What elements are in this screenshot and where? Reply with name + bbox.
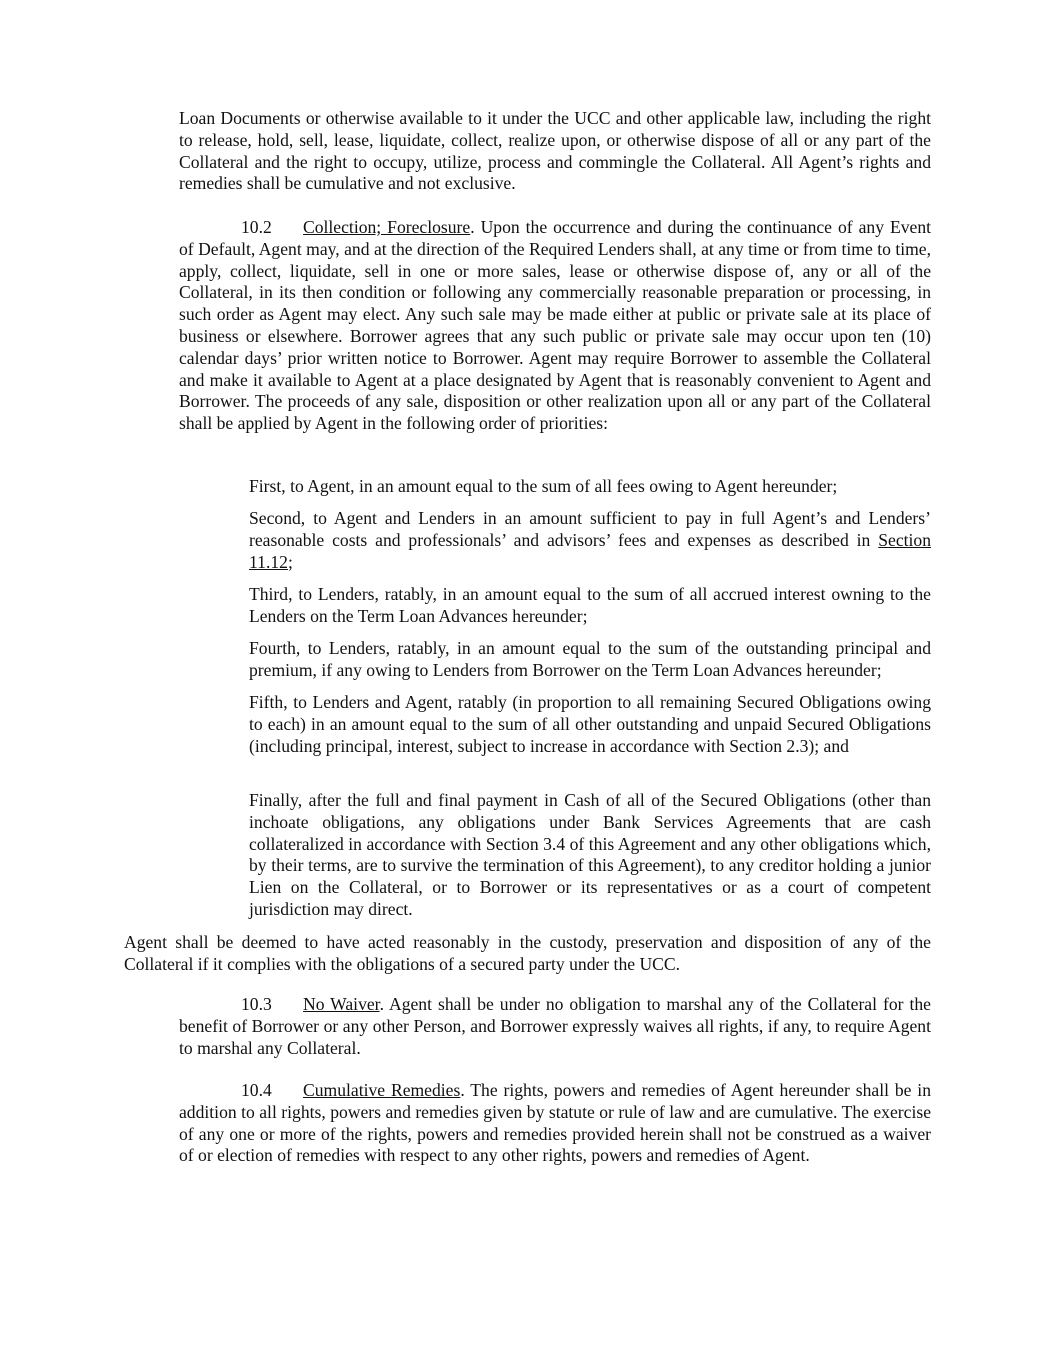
section-heading: Cumulative Remedies <box>303 1080 461 1100</box>
section-10-2 <box>179 217 931 435</box>
continuation-text: Loan Documents or otherwise available to it under the UCC and other applicable law, including the right to release, hold, sell, lease, liquidate, collect, realize upon, or otherwise dispose of all or any part of the Collateral and the right to occupy, utilize, process and commingle the Collateral. All Agent’s rights and remedies shall be cumulative and not exclusive. <box>179 108 931 194</box>
priority-second <box>249 508 931 573</box>
priority-text: Second, to Agent and Lenders in an amount sufficient to pay in full Agent’s and Lenders’ reasonable costs and professionals’ and advisors’ fees and expenses as described in <box>249 508 931 550</box>
priority-text: Finally, after the full and final payment in Cash of all of the Secured Obligations (other than inchoate obligations, any obligations under Bank Services Agreements that are cash collateralized in accordance with Section 3.4 of this Agreement and any other obligations which, by their terms, are to survive the termination of this Agreement), to any creditor holding a junior Lien on the Collateral, or to Borrower or its representatives or as a court of competent jurisdiction may direct. <box>249 790 931 919</box>
heading-period: . <box>379 994 384 1014</box>
section-body: The rights, powers and remedies of Agent hereunder shall be in addition to all rights, powers and remedies given by statute or rule of law and are cumulative. The exercise of any one or more of the rights, powers and remedies provided herein shall not be construed as a waiver of or election of remedies with respect to any other rights, powers and remedies of Agent. <box>179 1080 931 1166</box>
priority-text: Fourth, to Lenders, ratably, in an amount equal to the sum of the outstanding principal and premium, if any owing to Lenders from Borrower on the Term Loan Advances hereunder; <box>249 638 931 680</box>
section-reference: Section 11.12 <box>249 529 931 572</box>
heading-period: . <box>460 1080 465 1100</box>
priority-fifth <box>249 692 931 757</box>
section-10-3 <box>179 994 931 1059</box>
priority-text: Fifth, to Lenders and Agent, ratably (in proportion to all remaining Secured Obligations owing to each) in an amount equal to the sum of all other outstanding and unpaid Secured Obligations (including principal, interest, subject to increase in accordance with Section 2.3); and <box>249 692 931 756</box>
section-body: Upon the occurrence and during the continuance of any Event of Default, Agent may, and at the direction of the Required Lenders shall, at any time or from time to time, apply, collect, liquidate, sell in one or more sales, lease or otherwise dispose of, any or all of the Collateral, in its then condition or following any commercially reasonable preparation or processing, in such order as Agent may elect. Any such sale may be made either at public or private sale at its place of business or elsewhere. Borrower agrees that any such public or private sale may occur upon ten (10) calendar days’ prior written notice to Borrower. Agent may require Borrower to assemble the Collateral and make it available to Agent at a place designated by Agent that is reasonably convenient to Agent and Borrower. The proceeds of any sale, disposition or other realization upon all or any part of the Collateral shall be applied by Agent in the following order of priorities: <box>179 217 932 434</box>
priority-third <box>249 584 931 628</box>
priority-text-end: ; <box>287 551 293 572</box>
priority-text: Third, to Lenders, ratably, in an amount equal to the sum of all accrued interest owning to the Lenders on the Term Loan Advances hereunder; <box>249 584 931 626</box>
section-body: Agent shall be under no obligation to marshal any of the Collateral for the benefit of Borrower or any other Person, and Borrower expressly waives all rights, if any, to require Agent to marshal any Collateral. <box>179 994 931 1058</box>
priority-text: First, to Agent, in an amount equal to the sum of all fees owing to Agent hereunder; <box>249 476 838 496</box>
section-number: 10.2 <box>241 217 272 237</box>
agent-reasonable-paragraph <box>124 932 931 976</box>
priority-first <box>249 476 931 498</box>
section-number: 10.3 <box>241 994 272 1014</box>
section-number: 10.4 <box>241 1080 272 1100</box>
paragraph-text: Agent shall be deemed to have acted reasonably in the custody, preservation and disposition of any of the Collateral if it complies with the obligations of a secured party under the UCC. <box>124 932 931 974</box>
continuation-paragraph <box>179 108 931 195</box>
priority-finally <box>249 790 931 921</box>
heading-period: . <box>470 217 475 237</box>
priority-fourth <box>249 638 931 682</box>
section-heading: No Waiver <box>303 994 380 1014</box>
section-heading: Collection; Foreclosure <box>303 217 471 237</box>
section-10-4 <box>179 1080 931 1167</box>
